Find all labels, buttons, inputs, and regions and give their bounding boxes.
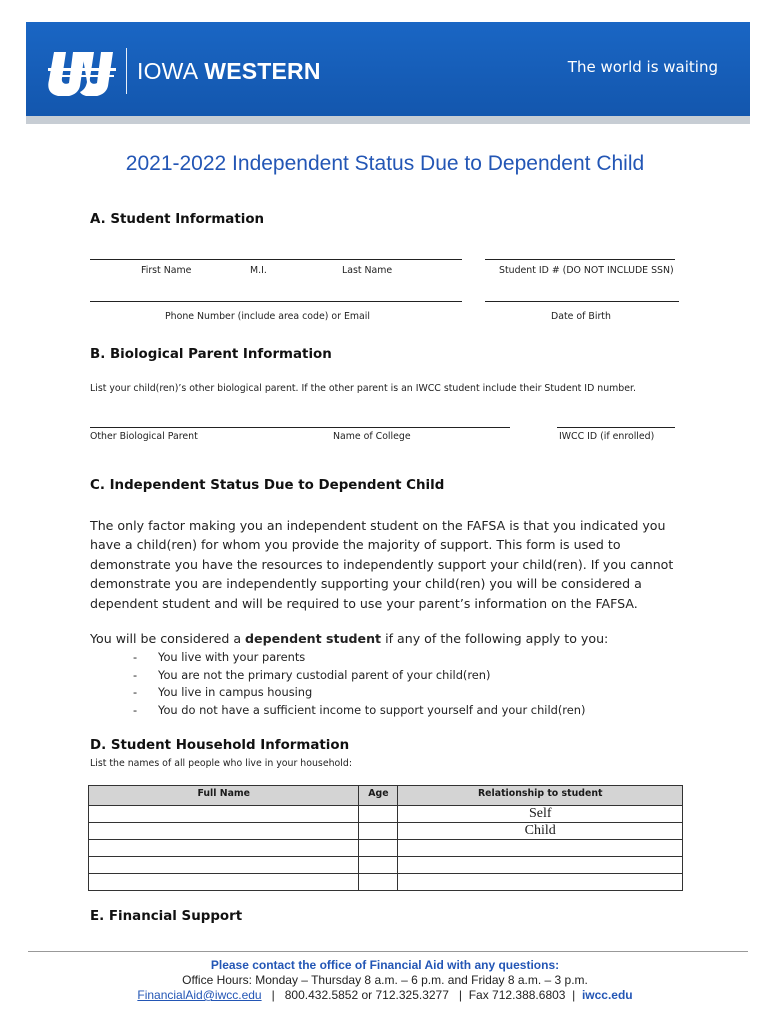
column-header: Relationship to student: [398, 786, 683, 806]
email-link[interactable]: FinancialAid@iwcc.edu: [137, 988, 262, 1002]
student-id-label: Student ID # (DO NOT INCLUDE SSN): [499, 265, 674, 276]
last-name-label: Last Name: [342, 265, 393, 276]
phone-numbers: 800.432.5852 or 712.325.3277: [284, 988, 449, 1002]
fax-number: Fax 712.388.6803: [468, 988, 566, 1002]
table-row: [89, 874, 683, 891]
age-cell[interactable]: [359, 806, 398, 823]
relationship-cell[interactable]: [398, 874, 683, 891]
iowa-western-logo-icon: [48, 48, 116, 96]
dependent-intro: You will be considered a dependent student if any of the following apply to you:: [90, 631, 609, 646]
form-title: 2021-2022 Independent Status Due to Dependent Child: [125, 152, 645, 175]
first-name-label: First Name: [141, 265, 192, 276]
list-item: - You do not have a sufficient income to support yourself and your child(ren): [133, 702, 586, 717]
table-header-row: [89, 786, 683, 806]
other-parent-line[interactable]: [90, 427, 510, 428]
iwcc-id-label: IWCC ID (if enrolled): [559, 431, 655, 442]
tagline: The world is waiting: [567, 58, 718, 76]
relationship-cell[interactable]: [398, 857, 683, 874]
phone-email-label: Phone Number (include area code) or Email: [165, 311, 370, 322]
mi-label: M.I.: [250, 265, 267, 276]
footer-hours: Office Hours: Monday – Thursday 8 a.m. – 6 p.m. and Friday 8 a.m. – 3 p.m.: [182, 973, 588, 987]
age-cell[interactable]: [359, 840, 398, 857]
full-name-cell[interactable]: [89, 874, 359, 891]
relationship-cell[interactable]: Self: [398, 806, 683, 823]
iwcc-id-line[interactable]: [557, 427, 675, 428]
list-item: - You live with your parents: [133, 650, 306, 664]
list-item: - You live in campus housing: [133, 685, 313, 699]
full-name-cell[interactable]: [89, 840, 359, 857]
table-row: [89, 823, 683, 840]
full-name-cell[interactable]: [89, 823, 359, 840]
section-c-paragraph: The only factor making you an independent student on the FAFSA is that you indicated you have a child(ren) for whom you provide the majority of support. This form is used to demonstrate you have the resources to independently support your child(ren). If you cannot demonstrate you are independently supporting your child(ren) you will be considered a dependent student and will be required to use your parent’s information on the FAFSA.: [90, 518, 674, 611]
column-header: Age: [359, 786, 398, 806]
section-b-instruction: List your child(ren)’s other biological parent. If the other parent is an IWCC student include their Student ID number.: [90, 383, 636, 394]
list-item: - You are not the primary custodial parent of your child(ren): [133, 667, 491, 682]
relationship-cell[interactable]: [398, 840, 683, 857]
age-cell[interactable]: [359, 823, 398, 840]
section-c-heading: C. Independent Status Due to Dependent Child: [90, 478, 445, 493]
dob-line[interactable]: [485, 301, 679, 302]
name-line[interactable]: [90, 259, 462, 260]
banner-bottom-strip: [26, 116, 750, 124]
section-e-heading: E. Financial Support: [90, 909, 243, 924]
relationship-cell[interactable]: Child: [398, 823, 683, 840]
section-d-heading: D. Student Household Information: [90, 738, 350, 753]
full-name-cell[interactable]: [89, 806, 359, 823]
section-b-heading: B. Biological Parent Information: [90, 347, 332, 362]
dependent-criteria-list: [133, 650, 585, 720]
age-cell[interactable]: [359, 857, 398, 874]
footer-contact-line: FinancialAid@iwcc.edu | 800.432.5852 or 712.325.3277 | Fax 712.388.6803 | iwcc.edu: [137, 988, 633, 1002]
other-parent-label: Other Biological Parent: [90, 431, 198, 442]
website-link[interactable]: iwcc.edu: [581, 988, 633, 1002]
student-id-line[interactable]: [485, 259, 675, 260]
footer-contact: Please contact the office of Financial Aid with any questions:: [210, 958, 560, 972]
header-banner: [26, 22, 750, 118]
footer-divider: [28, 951, 748, 952]
section-a-heading: A. Student Information: [90, 212, 265, 227]
section-d-instruction: List the names of all people who live in your household:: [90, 758, 352, 769]
college-label: Name of College: [333, 431, 411, 442]
dob-label: Date of Birth: [551, 311, 611, 322]
table-row: [89, 806, 683, 823]
full-name-cell[interactable]: [89, 857, 359, 874]
phone-email-line[interactable]: [90, 301, 462, 302]
table-row: [89, 840, 683, 857]
household-table: [88, 785, 683, 891]
table-row: [89, 857, 683, 874]
logo-wordmark: IOWA WESTERN: [137, 58, 321, 84]
logo-divider: [126, 48, 127, 94]
age-cell[interactable]: [359, 874, 398, 891]
column-header: Full Name: [89, 786, 359, 806]
